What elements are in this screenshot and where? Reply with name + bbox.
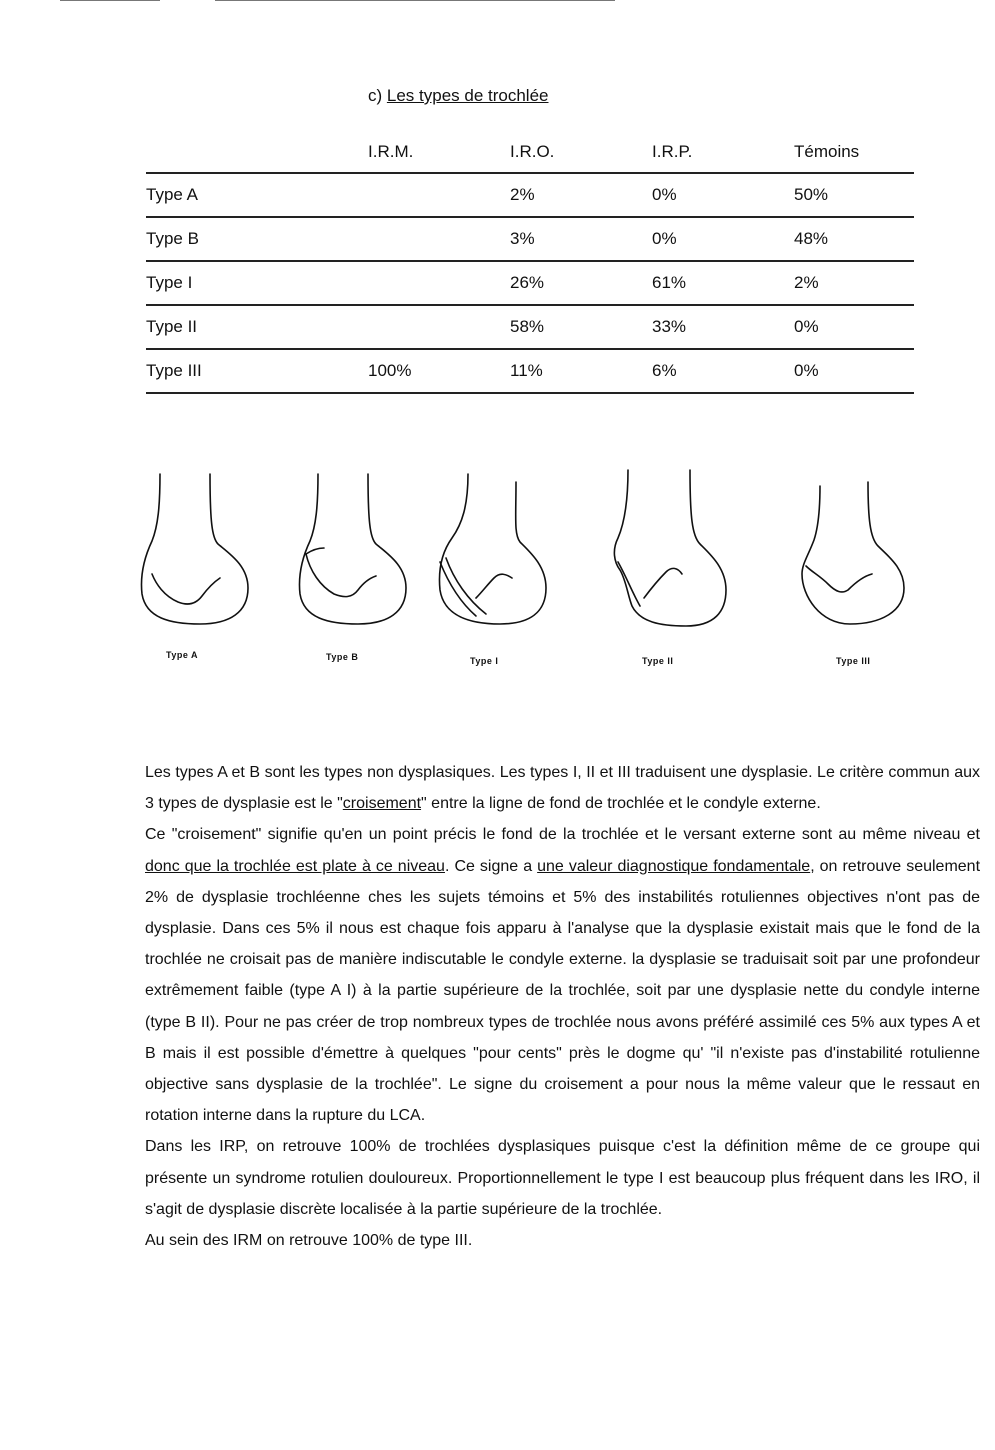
table-cell: 0% [794,349,914,393]
text-run: Les types A et B sont les types non dysplasiques. Les types I, II et III traduisent une dysplasie. Le critère commun aux 3 types de dysplasie est le " [145,764,980,813]
table-cell [368,173,510,217]
condyle-type-iii-drawing [802,482,904,624]
header-cell: I.R.M. [368,142,414,161]
scan-mark [215,0,615,1]
header-cell: I.R.P. [652,142,693,161]
table-cell [368,305,510,349]
row-label: Type A [146,173,368,217]
table-cell: 6% [652,349,794,393]
table-cell: 33% [652,305,794,349]
figure-label-type-a: Type A [166,650,199,660]
text-run: Ce "croisement" signifie qu'en un point précis le fond de la trochlée et le versant externe sont au même niveau et [145,826,980,844]
header-cell: I.R.O. [510,142,555,161]
table-cell: 50% [794,173,914,217]
underlined-text: donc que la trochlée est plate à ce niveau [145,857,445,875]
table-cell: 2% [510,173,652,217]
row-label: Type I [146,261,368,305]
section-prefix: c) [368,86,387,105]
table-cell: 2% [794,261,914,305]
table-cell: 100% [368,349,510,393]
paragraph [145,819,980,1131]
underlined-text: une valeur diagnostique fondamentale [537,857,811,875]
paragraph [145,1225,980,1256]
table-cell: 26% [510,261,652,305]
table-header-row [146,132,914,173]
table-cell: 0% [794,305,914,349]
table-cell: 0% [652,173,794,217]
table-cell: 58% [510,305,652,349]
table-row [146,305,914,349]
figure-label-type-ii: Type II [642,656,674,666]
text-run: " entre la ligne de fond de trochlée et le condyle externe. [421,795,821,813]
figure-label-type-iii: Type III [836,656,871,666]
table-row [146,261,914,305]
paragraph [145,757,980,819]
section-title: Les types de trochlée [386,86,549,105]
condyle-drawings [130,466,930,676]
row-label: Type III [146,349,368,393]
text-run: Dans les IRP, on retrouve 100% de trochlées dysplasiques puisque c'est la définition même de ce groupe qui présente un syndrome rotulien douloureux. Proportionnellement le type I est beaucoup plus fréquent dans les IRO, il s'agit de dysplasie discrète localisée à la partie supérieure de la trochlée. [145,1138,980,1218]
table-cell: 11% [510,349,652,393]
underlined-text: croisement [342,795,422,813]
condyle-type-a-drawing [141,474,248,624]
condyle-type-i-drawing [440,474,547,624]
table-row [146,217,914,261]
text-run: . Ce signe a [444,857,538,875]
body-text [145,757,980,1256]
table-cell: 0% [652,217,794,261]
table-row [146,173,914,217]
table-cell: 61% [652,261,794,305]
header-cell: Témoins [794,142,860,161]
scan-mark [60,0,160,1]
condyle-type-ii-drawing [614,470,726,626]
table-row [146,349,914,393]
trochlea-types-table [146,132,914,394]
figure-label-type-b: Type B [326,652,359,662]
trochlea-types-figure [130,466,930,676]
table-cell: 3% [510,217,652,261]
text-run: Au sein des IRM on retrouve 100% de type III. [145,1232,473,1250]
figure-label-type-i: Type I [470,656,499,666]
table-cell: 48% [794,217,914,261]
text-run: , on retrouve seulement 2% de dysplasie trochléenne ches les sujets témoins et 5% des instabilités rotuliennes objectives n'ont pas de dysplasie. Dans ces 5% il nous est chaque fois apparu à l'analyse que la dysplasie existait mais que le fond de la trochlée ne croisait pas de manière indiscutable le condyle externe. la dysplasie se traduisait soit par une profondeur extrêmement faible (type A I) à la partie supérieure de la trochlée, soit par une dysplasie nette du condyle interne (type B II). Pour ne pas créer de trop nombreux types de trochlée nous avons préféré assimilé ces 5% aux types A et B mais il est possible d'émettre à quelques "pour cents" près le dogme qu' "il n'existe pas d'instabilité rotulienne objective sans dysplasie de la trochlée". Le signe du croisement a pour nous la même valeur que le ressaut en rotation interne dans la rupture du LCA. [145,857,981,1125]
row-label: Type II [146,305,368,349]
row-label: Type B [146,217,368,261]
table-cell [368,217,510,261]
section-heading [368,86,549,106]
paragraph [145,1131,980,1225]
header-cell [146,132,368,173]
condyle-type-b-drawing [299,474,406,624]
table-cell [368,261,510,305]
